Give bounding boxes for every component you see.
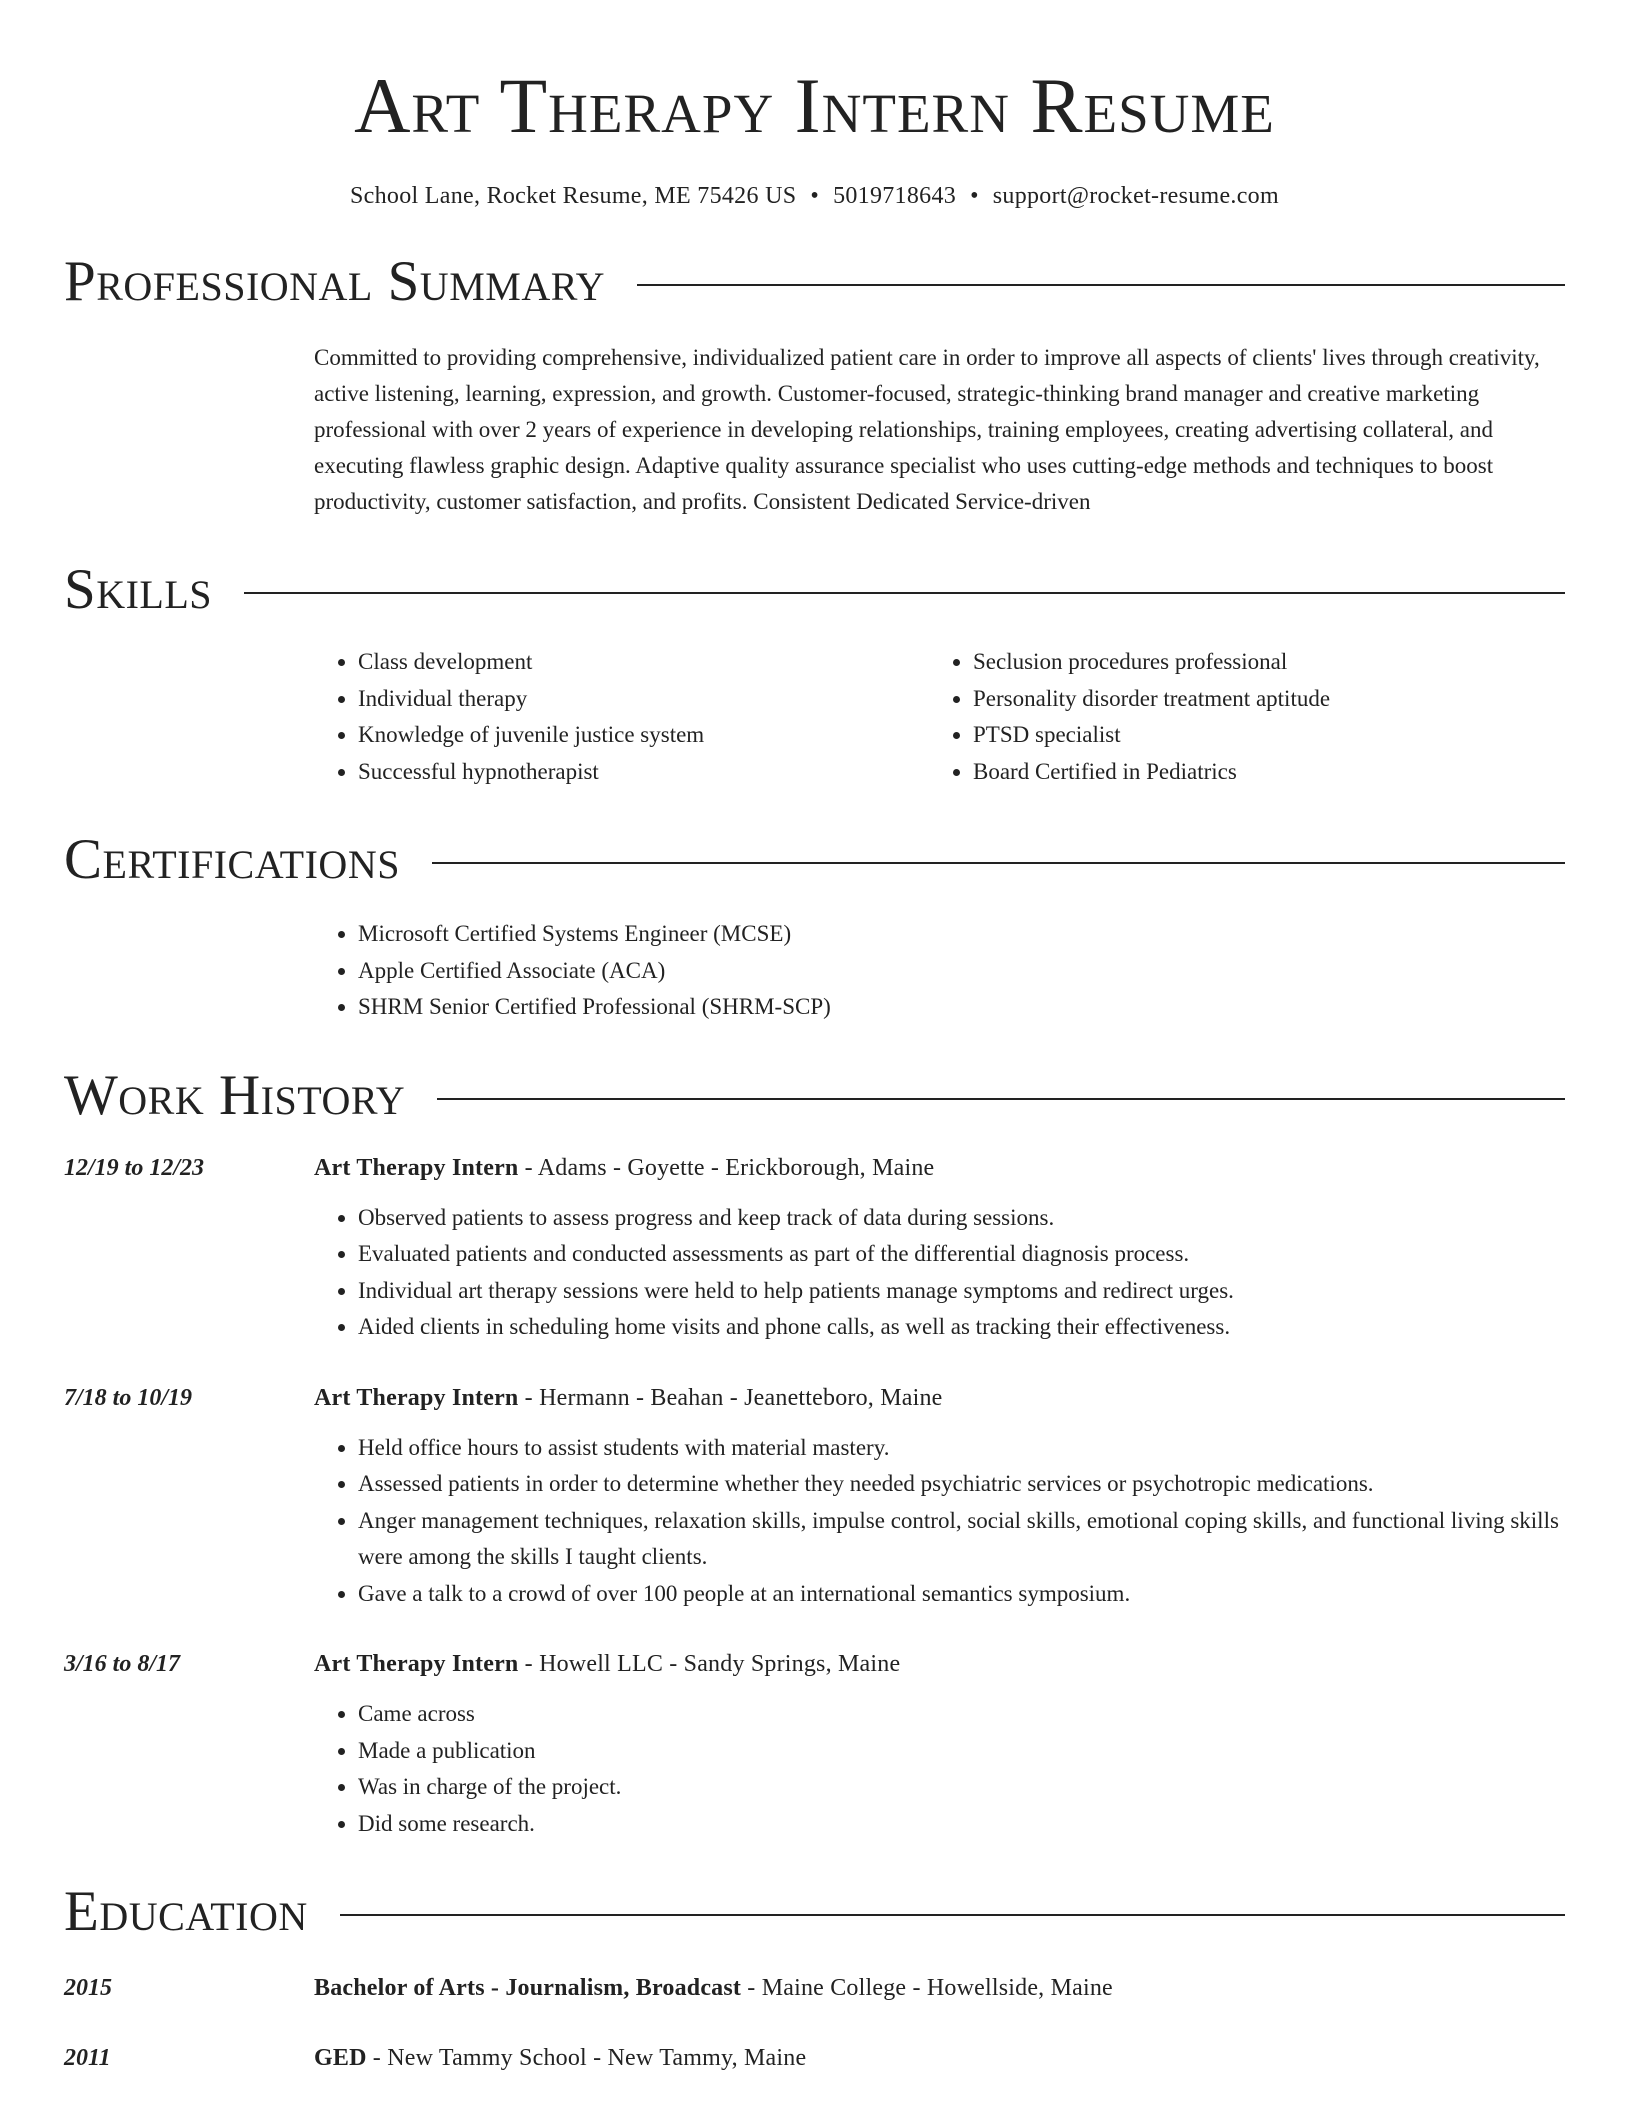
section-divider (244, 592, 1565, 594)
job-entry (64, 1646, 1565, 1842)
job-employer: - Adams - Goyette - Erickborough, Maine (518, 1154, 935, 1181)
job-entry (64, 1150, 1565, 1346)
section-header-education (64, 1880, 1565, 1944)
section-title: Work History (64, 1063, 406, 1127)
section-title: Certifications (64, 828, 400, 891)
job-bullet: • Aided clients in scheduling home visits and phone calls, as well as tracking their effectiveness. (358, 1309, 1565, 1346)
skill-item: • Personality disorder treatment aptitude (973, 681, 1544, 718)
section-header-work-history (64, 1064, 1565, 1128)
education-year: 2015 (64, 1975, 112, 2001)
section-divider (437, 1098, 1565, 1100)
skills-column-left (314, 644, 929, 790)
skill-item: • PTSD specialist (973, 717, 1544, 754)
job-dates: 12/19 to 12/23 (64, 1154, 205, 1181)
skill-item: • Knowledge of juvenile justice system (358, 717, 929, 754)
section-divider (432, 862, 1565, 864)
skill-item: • Individual therapy (358, 681, 929, 718)
section-title: Professional Summary (64, 250, 606, 313)
job-bullet: • Held office hours to assist students with material mastery. (358, 1430, 1565, 1467)
skill-item: • Seclusion procedures professional (973, 644, 1544, 681)
job-title-line (314, 1646, 1565, 1682)
job-dates: 7/18 to 10/19 (64, 1384, 193, 1411)
job-bullet: • Made a publication (358, 1733, 1565, 1770)
education-degree: GED (314, 2045, 367, 2071)
section-title: Education (64, 1880, 308, 1943)
separator-dot: • (970, 183, 979, 209)
job-employer: - Howell LLC - Sandy Springs, Maine (518, 1651, 901, 1677)
summary-text: Committed to providing comprehensive, individualized patient care in order to improve all aspects of clients' lives through creativity, active listening, learning, expression, and growth. Customer-focused, strategic-thinking brand manager and creative marketing professional with over 2 years of experience in developing relationships, training employees, creating advertising collateral, and executing flawless graphic design. Adaptive quality assurance specialist who uses cutting-edge methods and techniques to boost productivity, customer satisfaction, and profits. Consistent Dedicated Service-driven (314, 345, 1540, 514)
section-title: Skills (64, 558, 213, 621)
email-link[interactable]: support@rocket-resume.com (992, 183, 1279, 209)
section-header-summary (64, 250, 1565, 314)
job-title-line (314, 1380, 1565, 1416)
skill-item: • Class development (358, 644, 929, 681)
education-entry (64, 1970, 1565, 2006)
job-details (314, 1646, 1565, 1842)
job-bullet: • Evaluated patients and conducted assessments as part of the differential diagnosis process. (358, 1236, 1565, 1273)
education-school: - Maine College - Howellside, Maine (741, 1975, 1113, 2001)
job-title: Art Therapy Intern (314, 1651, 519, 1677)
section-header-skills (64, 558, 1565, 622)
job-bullet: • Assessed patients in order to determine whether they needed psychiatric services or psychotropic medications. (358, 1466, 1565, 1503)
job-bullet: • Observed patients to assess progress and keep track of data during sessions. (358, 1200, 1565, 1237)
skills-list (314, 644, 1565, 790)
job-bullet: • Individual art therapy sessions were held to help patients manage symptoms and redirect urges. (358, 1273, 1565, 1310)
section-header-certifications (64, 828, 1565, 892)
certification-item: • Microsoft Certified Systems Engineer (MCSE) (358, 916, 1565, 953)
resume-title: Art Therapy Intern Resume (354, 62, 1275, 149)
address: School Lane, Rocket Resume, ME 75426 US (350, 183, 797, 209)
skill-item: • Board Certified in Pediatrics (973, 754, 1544, 791)
job-bullet: • Did some research. (358, 1806, 1565, 1843)
job-employer: - Hermann - Beahan - Jeanetteboro, Maine (518, 1384, 943, 1411)
job-details (314, 1380, 1565, 1613)
skill-item: • Successful hypnotherapist (358, 754, 929, 791)
job-dates: 3/16 to 8/17 (64, 1651, 181, 1677)
education-school: - New Tammy School - New Tammy, Maine (366, 2045, 807, 2071)
education-details (314, 1970, 1113, 2006)
separator-dot: • (810, 183, 820, 209)
job-bullet: • Anger management techniques, relaxation skills, impulse control, social skills, emotional coping skills, and functional living skills were among the skills I taught clients. (358, 1503, 1565, 1576)
education-degree: Bachelor of Arts - Journalism, Broadcast (314, 1975, 742, 2001)
education-year: 2011 (64, 2045, 111, 2071)
certification-item: • SHRM Senior Certified Professional (SHRM-SCP) (358, 989, 1565, 1026)
job-bullet: • Gave a talk to a crowd of over 100 people at an international semantics symposium. (358, 1576, 1565, 1613)
job-title: Art Therapy Intern (314, 1384, 519, 1411)
education-details (314, 2040, 806, 2076)
certification-item: • Apple Certified Associate (ACA) (358, 953, 1565, 990)
section-divider (637, 284, 1565, 286)
job-details (314, 1150, 1565, 1346)
education-entry (64, 2040, 1565, 2076)
job-title: Art Therapy Intern (314, 1154, 519, 1181)
job-bullet: • Came across (358, 1696, 1565, 1733)
section-divider (340, 1914, 1565, 1916)
certifications-list (314, 916, 1565, 1026)
contact-line (64, 180, 1565, 212)
job-bullet: • Was in charge of the project. (358, 1769, 1565, 1806)
phone: 5019718643 (833, 183, 957, 209)
job-entry (64, 1380, 1565, 1613)
skills-column-right (929, 644, 1544, 790)
job-title-line (314, 1150, 1565, 1186)
